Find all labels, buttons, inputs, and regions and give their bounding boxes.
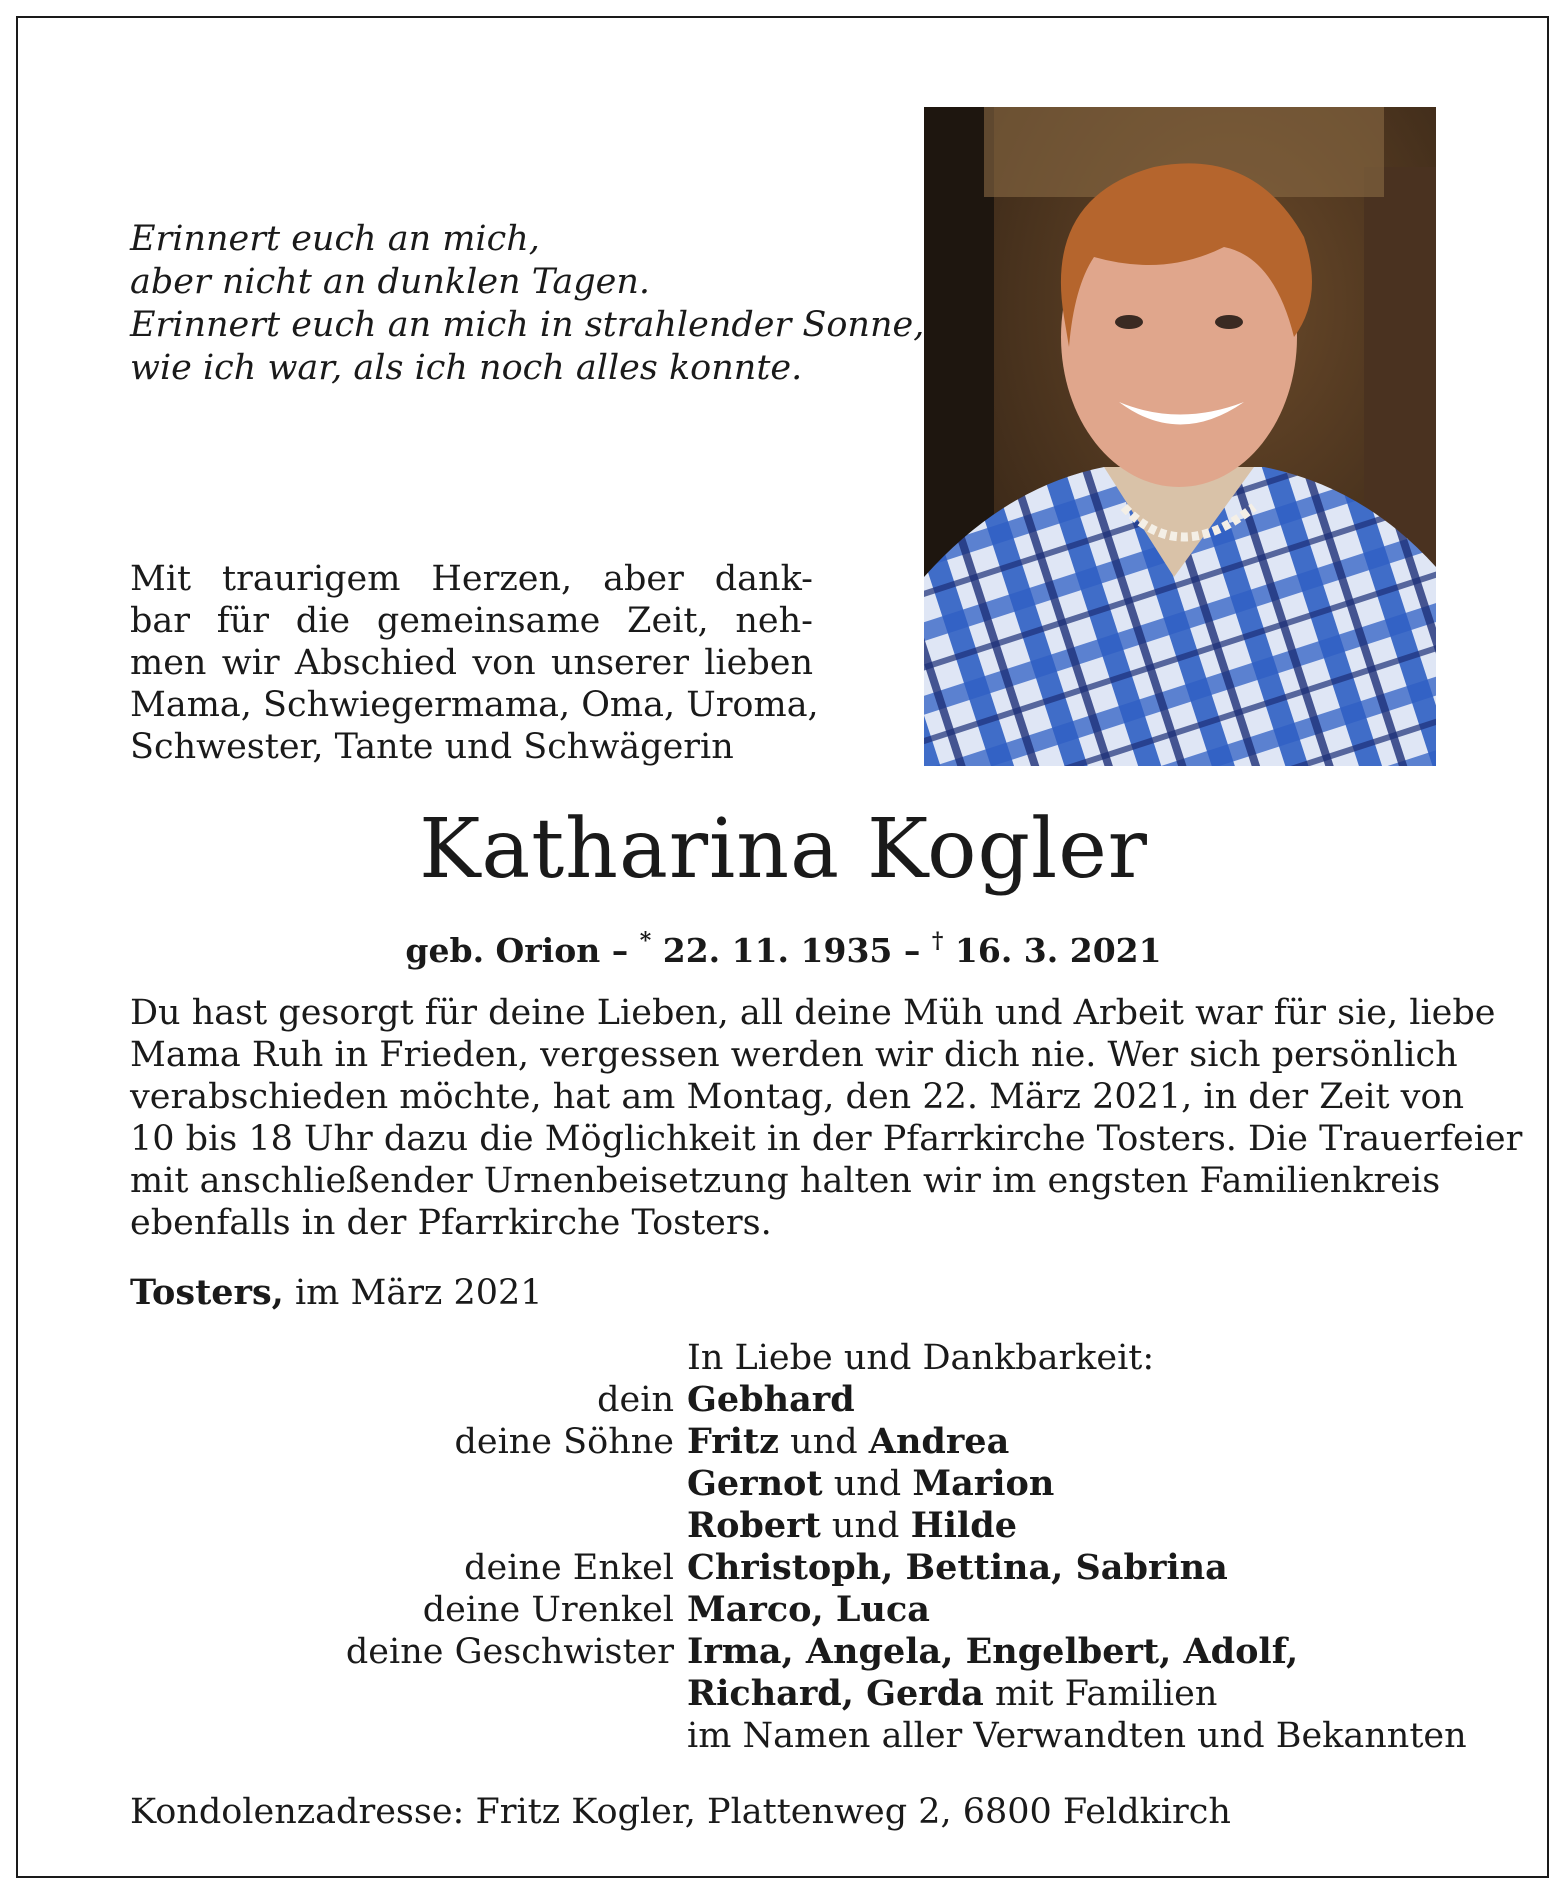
place-date (130, 1272, 543, 1313)
intro-line: Schwester, Tante und Schwägerin (130, 727, 734, 767)
life-dates (0, 930, 1567, 970)
body-line: verabschieden möchte, hat am Montag, den 22. März 2021, in der Zeit von (130, 1077, 1465, 1117)
poem-line: aber nicht an dunklen Tagen. (130, 262, 650, 302)
birth-symbol: * (639, 928, 652, 954)
poem-line: wie ich war, als ich noch alles konnte. (130, 348, 803, 388)
intro-line: Mit traurigem Herzen, aber dank- (130, 559, 813, 599)
death-date: 16. 3. 2021 (954, 931, 1162, 970)
intro-line: men wir Abschied von unserer lieben (130, 643, 813, 683)
mourner-name: Gernot (687, 1463, 823, 1504)
mourner-name: Fritz (687, 1421, 780, 1462)
birth-date: 22. 11. 1935 – (662, 931, 921, 970)
deceased-name: Katharina Kogler (419, 802, 1148, 897)
body-line: 10 bis 18 Uhr dazu die Möglichkeit in der Pfarrkirche Tosters. Die Trauerfeier (130, 1119, 1523, 1159)
mourner-name: Gebhard (687, 1379, 855, 1420)
mourner-role: deine Urenkel (422, 1590, 674, 1630)
mourner-name: Marco, Luca (687, 1589, 930, 1630)
mourner-name: Richard, Gerda (687, 1673, 984, 1714)
mourner-name: Marion (912, 1463, 1055, 1504)
poem (130, 218, 924, 390)
mourner-role: deine Geschwister (345, 1632, 674, 1672)
conjunction: und (833, 1464, 902, 1504)
intro-line: bar für die gemeinsame Zeit, neh- (130, 601, 813, 641)
mourner-name: Irma, Angela, Engelbert, Adolf, (687, 1631, 1299, 1672)
portrait-photo (924, 107, 1436, 766)
mourner-role: dein (597, 1380, 674, 1420)
mourner-suffix: mit Familien (995, 1674, 1218, 1714)
mourners-list (0, 1337, 1567, 1757)
mourner-name: Robert (687, 1505, 821, 1546)
conjunction: und (790, 1422, 858, 1462)
intro-line: Mama, Schwiegermama, Oma, Uroma, (130, 685, 819, 725)
body-line: ebenfalls in der Pfarrkirche Tosters. (130, 1203, 772, 1243)
mourner-name: Hilde (910, 1505, 1017, 1546)
poem-line: Erinnert euch an mich, (130, 219, 540, 259)
condolence-address: Kondolenzadresse: Fritz Kogler, Plattenweg 2, 6800 Feldkirch (130, 1792, 1231, 1832)
month-year: im März 2021 (294, 1273, 543, 1313)
body-line: mit anschließender Urnenbeisetzung halten wir im engsten Familienkreis (130, 1161, 1441, 1201)
mourners-heading: In Liebe und Dankbarkeit: (687, 1338, 1155, 1378)
mourners-closing: im Namen aller Verwandten und Bekannten (687, 1716, 1467, 1756)
mourner-role: deine Enkel (464, 1548, 674, 1588)
body-line: Mama Ruh in Frieden, vergessen werden wir dich nie. Wer sich persönlich (130, 1035, 1458, 1075)
intro-text (130, 558, 819, 768)
body-line: Du hast gesorgt für deine Lieben, all deine Müh und Arbeit war für sie, liebe (130, 993, 1496, 1033)
mourner-name: Christoph, Bettina, Sabrina (687, 1547, 1228, 1588)
maiden-name: geb. Orion – (405, 931, 629, 970)
conjunction: und (831, 1506, 900, 1546)
body-text (130, 992, 1523, 1244)
death-symbol: † (931, 928, 944, 954)
poem-line: Erinnert euch an mich in strahlender Sonne, (130, 305, 925, 345)
mourner-name: Andrea (868, 1421, 1010, 1462)
mourner-role: deine Söhne (454, 1422, 674, 1462)
town: Tosters, (130, 1272, 284, 1313)
